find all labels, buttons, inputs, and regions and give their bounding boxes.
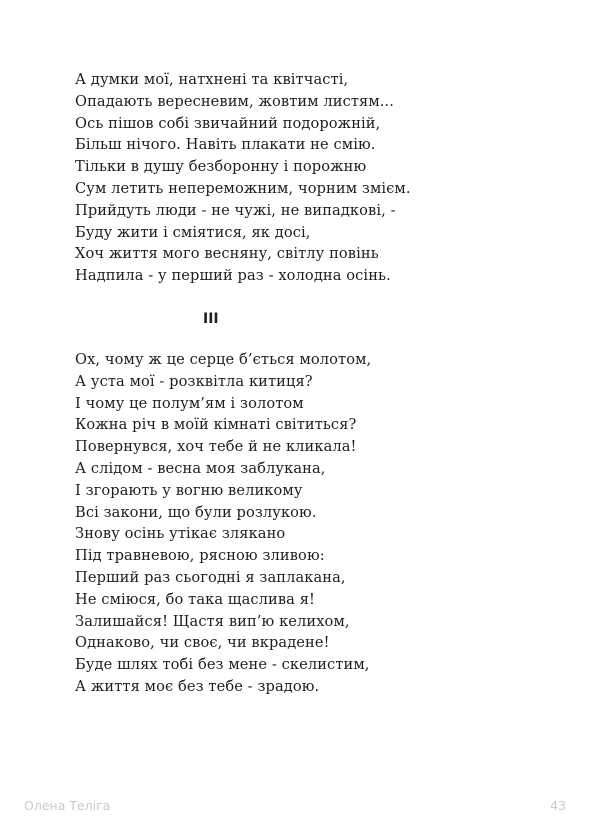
footer-author: Олена Теліга xyxy=(24,798,111,813)
poem-line: Залишайся! Щастя вип’ю келихом, xyxy=(75,612,350,630)
poem-line: Знову осінь утікає злякано xyxy=(75,525,286,543)
poem-line: А життя моє без тебе - зрадою. xyxy=(75,677,320,695)
poem-line: Ось пішов собі звичайний подорожній, xyxy=(75,114,381,132)
stanza-2 xyxy=(75,349,371,698)
poem-line: Не сміюся, бо така щаслива я! xyxy=(75,590,315,608)
poem-line: А думки мої, натхнені та квітчасті, xyxy=(75,71,349,88)
poem-line: Повернувся, хоч тебе й не кликала! xyxy=(75,438,357,456)
poem-line: А уста мої - розквітла китиця? xyxy=(75,372,313,390)
poem-line: Кожна річ в моїй кімнаті світиться? xyxy=(75,416,357,434)
poem-line: Однаково, чи своє, чи вкрадене! xyxy=(75,634,330,652)
poem-line: Тільки в душу безборонну і порожню xyxy=(75,158,367,176)
poem-line: Хоч життя мого весняну, світлу повінь xyxy=(75,245,379,263)
poem-line: Надпила - у перший раз - холодна осінь. xyxy=(75,267,391,285)
poem-line: Ох, чому ж це серце б’ється молотом, xyxy=(75,351,372,368)
poem-line: І чому це полум’ям і золотом xyxy=(75,394,304,412)
poem-line: І згорають у вогню великому xyxy=(75,481,303,499)
poem-line: Опадають вересневим, жовтим листям... xyxy=(75,92,395,110)
poem-line: Всі закони, що були розлукою. xyxy=(75,503,317,521)
section-number: III xyxy=(203,311,219,327)
stanza-1 xyxy=(75,69,411,287)
poem-line: Буде шлях тобі без мене - скелистим, xyxy=(75,656,370,674)
poem-line: Сум летить непереможним, чорним змієм. xyxy=(75,179,411,197)
poem-line: Під травневою, рясною зливою: xyxy=(75,547,325,565)
page-number: 43 xyxy=(550,798,566,813)
poem-line: Буду жити і сміятися, як досі, xyxy=(75,223,311,241)
poem-line: Прийдуть люди - не чужі, не випадкові, - xyxy=(75,201,396,219)
poem-line: А слідом - весна моя заблукана, xyxy=(75,459,326,477)
poem-line: Перший раз сьогодні я заплакана, xyxy=(75,568,346,586)
poem-line: Більш нічого. Навіть плакати не смію. xyxy=(75,136,376,154)
